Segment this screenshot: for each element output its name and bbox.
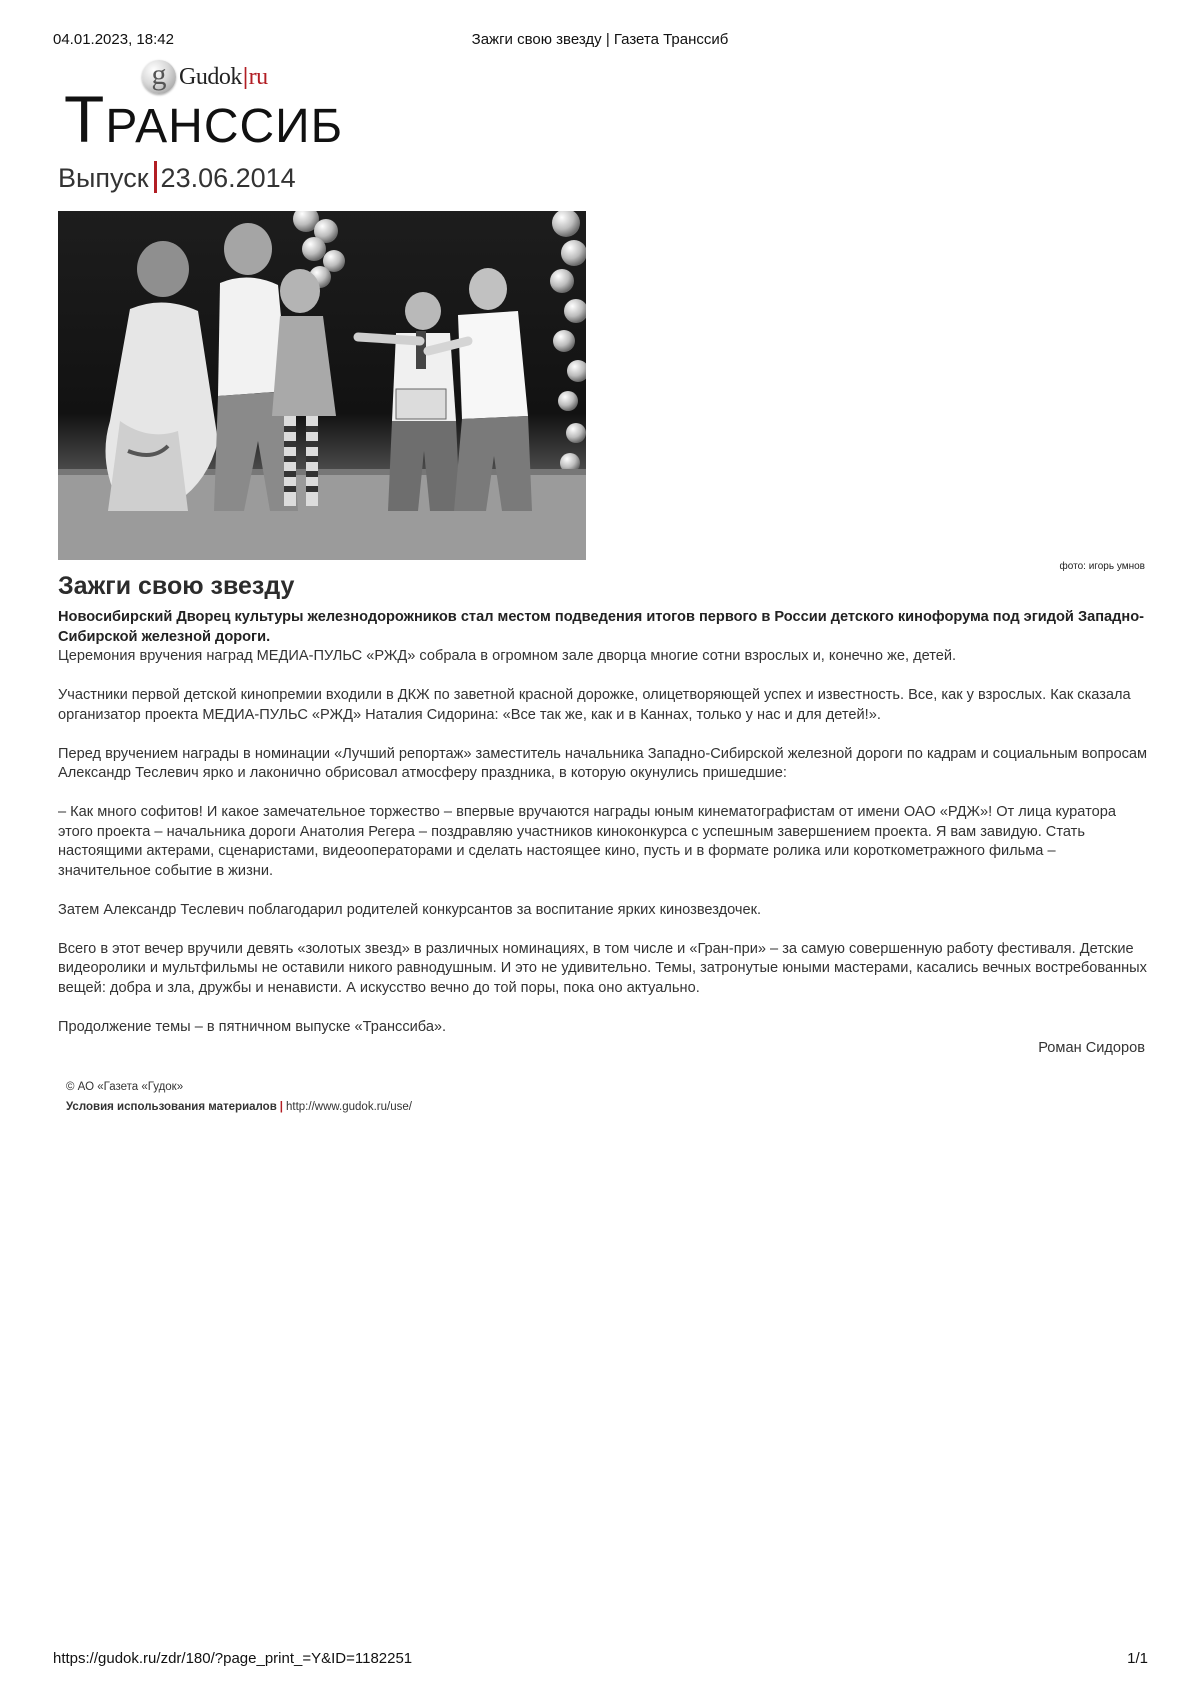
site-footer xyxy=(66,1077,412,1117)
terms-url-link[interactable]: http://www.gudok.ru/use/ xyxy=(286,1101,412,1113)
article-photo xyxy=(58,211,586,560)
terms-line xyxy=(66,1097,412,1117)
article-title: Зажги свою звезду xyxy=(58,572,295,600)
copyright-text: © АО «Газета «Гудок» xyxy=(66,1081,184,1093)
transsib-rest: РАНССИБ xyxy=(105,100,344,153)
article-author: Роман Сидоров xyxy=(1038,1040,1145,1056)
article-paragraph: Участники первой детской кинопремии входили в ДКЖ по заветной красной дорожке, олицетворяющей успех и известность. Все, как у взрослых. Как сказала организатор проекта МЕДИА-ПУЛЬС «РЖД» Наталия Сидорина: «Все так же, как и в Каннах, только у нас и для детей!». xyxy=(58,687,1131,723)
issue-separator xyxy=(154,161,157,193)
gudok-text: Gudok xyxy=(179,64,242,90)
article-paragraph: Всего в этот вечер вручили девять «золотых звезд» в различных номинациях, в том числе и «Гран-при» – за самую совершенную работу фестиваля. Детские видеоролики и мультфильмы не оставили никого равнодушным. И это не удивительно. Темы, затронутые юными мастерами, касались вечных востребованных вещей: добра и зла, дружбы и ненависти. А искусство вечно до той поры, пока оно актуально. xyxy=(58,940,1147,996)
article-paragraph: Затем Александр Теслевич поблагодарил родителей конкурсантов за воспитание ярких кинозвездочек. xyxy=(58,901,762,918)
print-page-number: 1/1 xyxy=(1127,1650,1148,1667)
issue-date: 23.06.2014 xyxy=(160,163,296,193)
article-body xyxy=(58,608,1148,1037)
terms-link[interactable]: Условия использования материалов xyxy=(66,1101,277,1113)
article-paragraph: Перед вручением награды в номинации «Лучший репортаж» заместитель начальника Западно-Сибирской железной дороги по кадрам и социальным вопросам Александр Теслевич ярко и лаконично обрисовал атмосферу праздника, в которую окунулись пришедшие: xyxy=(58,745,1148,781)
photo-illustration xyxy=(58,211,586,560)
issue-line xyxy=(58,161,296,194)
article-paragraph: – Как много софитов! И какое замечательное торжество – впервые вручаются награды юным кинематографистам от имени ОАО «РДЖ»! От лица куратора этого проекта – начальника дороги Анатолия Регера – поздравляю участников киноконкурса с успешным завершением проекта. Я вам завидую. Стать настоящими актерами, сценаристами, видеооператорами и сделать настоящее кино, пусть и в формате ролика или короткометражного фильма – значительное событие в жизни. xyxy=(58,804,1116,879)
print-page-title: Зажги свою звезду | Газета Транссиб xyxy=(471,31,729,48)
terms-separator: | xyxy=(279,1101,283,1113)
article-lead: Новосибирский Дворец культуры железнодорожников стал местом подведения итогов первого в России детского кинофорума под эгидой Западно-Сибирской железной дороги. xyxy=(58,609,1144,645)
gudok-g-icon: g xyxy=(142,60,176,94)
transsib-wordmark xyxy=(64,82,344,156)
gudok-bar: | xyxy=(242,64,248,90)
article-paragraph: Продолжение темы – в пятничном выпуске «Транссиба». xyxy=(58,1018,447,1035)
gudok-ru: ru xyxy=(248,64,268,90)
transsib-first-letter: Т xyxy=(64,82,106,156)
print-url: https://gudok.ru/zdr/180/?page_print_=Y&ID=1182251 xyxy=(53,1650,413,1667)
print-datetime: 04.01.2023, 18:42 xyxy=(53,31,174,48)
article-paragraph: Церемония вручения наград МЕДИА-ПУЛЬС «РЖД» собрала в огромном зале дворца многие сотни взрослых и, конечно же, детей. xyxy=(58,648,957,664)
issue-label: Выпуск xyxy=(58,163,149,193)
photo-credit: фото: игорь умнов xyxy=(1059,561,1145,572)
site-logo[interactable] xyxy=(64,58,384,158)
